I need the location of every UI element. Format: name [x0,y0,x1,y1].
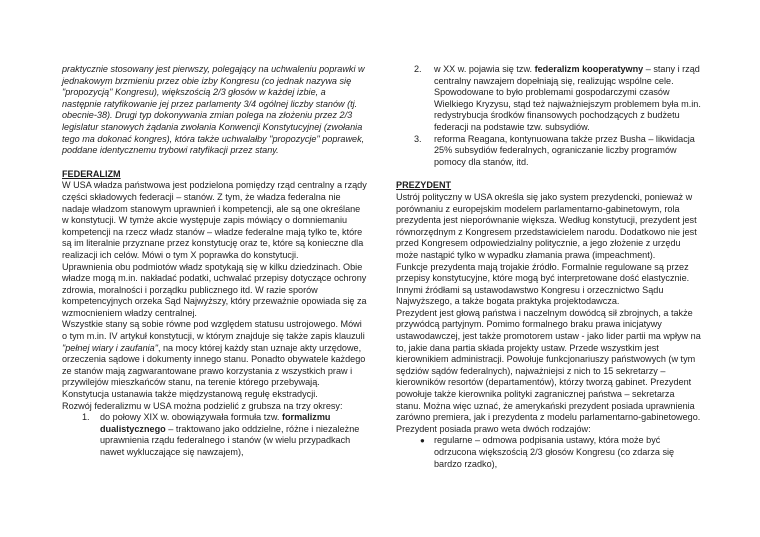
list-item-1: 1. do połowy XIX w. obowiązywała formuła tzw. formalizmu dualistycznego – traktowano jako oddzielne, różne i niezależne uprawnienia rządu federalnego i stanów (w wielu przypadkach nawet wykluczające się nawzajem), [82,412,360,457]
list-item-3: 3. reforma Reagana, kontynuowana także przez Busha – likwidacja 25% subsydiów federalnych, ograniczanie liczby programów pomocy dla stanów, itd. [414,133,695,167]
president-paragraph-3: Prezydent jest głową państwa i naczelnym dowódcą sił zbrojnych, a także przywódcą partyjnym. Pomimo formalnego braku prawa inicjatywy ustawodawczej, jest także promotorem ustaw - jako lider partii ma wpływ na to, jakie dana partia składa projekty ustaw. Przede wszystkim jest kierownikiem administracji. Powołuje funkcjonariuszy państwowych (w tym sędziów sądów federalnych), najważniejsi z nich to 15 sekretarzy – kierowników resortów (departamentów), którzy tworzą gabinet. Prezydent powołuje także kierownika polityki zagranicznej państwa – sekretarza stanu. Można więc uznać, że amerykański prezydent posiada uprawnienia zarówno premiera, jak i prezydenta z modelu parlamentarno-gabinetowego. [396,307,701,423]
amendment-procedure-paragraph: praktycznie stosowany jest pierwszy, polegający na uchwaleniu poprawki w jednakowym brzmieniu przez obie izby Kongresu (co jednak nazywa się "propozycją" Kongresu), większością 2/3 głosów w każdej izbie, a następnie ratyfikowanie jej przez parlamenty 3/4 ogólnej liczby stanów (tj. obecnie-38). Drugi typ dokonywania zmian polega na złożeniu przez 2/3 legislatur stanowych żądania zwołania Konwencji Konstytucyjnej (zwołania tego ma dokonać kongres), która także uchwalałby "propozycje" poprawek, poddane identycznemu trybowi ratyfikacji przez stany. [62,64,365,156]
federalism-paragraph-1: W USA władza państwowa jest podzielona pomiędzy rząd centralny a rządy części składowych federacji – stanów. Z tym, że władza federalna nie nadaje władzom stanowym uprawnień i kompetencji, ale są one określane w konstytucji. W tymże akcie występuje zapis mówiący o domniemaniu kompetencji na rzecz władz stanów – władze federalne mają tylko te, które są im literalnie przyznane przez konstytucję oraz te, które są konieczne dla realizacji ich celów. Mówi o tym X poprawka do konstytucji. [62,180,367,260]
federalism-paragraph-2: Uprawnienia obu podmiotów władz spotykają się w kilku dziedzinach. Obie władze mogą m.in. nakładać podatki, uchwalać przepisy dotyczące ochrony zdrowia, moralności i porządku publicznego itd. W razie sporów kompetencyjnych orzeka Sąd Najwyższy, który przeważnie opowiada się za wzmocnieniem władzy centralnej. [62,261,367,318]
president-paragraph-2: Funkcje prezydenta mają trojakie źródło. Formalnie regulowane są przez przepisy konstytucyjne, które mogą być interpretowane dość elastycznie. Innymi źródłami są ustawodawstwo Kongresu i orzecznictwo Sądu Najwyższego, a także bogata praktyka projektodawcza. [396,261,690,307]
list-item-2: 2. w XX w. pojawia się tzw. federalizm kooperatywny – stany i rząd centralny nawzajem dopełniają się, realizując wspólne cele. Spowodowane to było problemami gospodarczymi czasów Wielkiego Kryzysu, stąd też najważniejszym problemem była m.in. redystrybucja środków finansowych pochodzących z budżetu federacji na podstawie tzw. subsydiów. [414,64,701,132]
section-heading-president: PREZYDENT [396,180,452,191]
list-number: 2. [414,64,422,74]
section-heading-federalism: FEDERALIZM [62,168,121,179]
right-column [396,64,701,470]
president-paragraph-1: Ustrój polityczny w USA określa się jako system prezydencki, ponieważ w porównaniu z europejskim modelem parlamentarno-gabinetowym, rola prezydenta jest nieporównanie większa. Według konstytucji, prezydent jest równorzędnym z Kongresem przedstawicielem narodu. Dodatkowo nie jest przed Kongresem odpowiedzialny politycznie, a jego złożenie z urzędu może nastąpić tylko w wypadku złamania prawa (impeachment). [396,191,697,260]
bullet-item-regular-veto: ● regularne – odmowa podpisania ustawy, która może być odrzucona większością 2/3 głosów Kongresu (co zdarza się bardzo rzadko), [420,435,675,469]
president-paragraph-4: Prezydent posiada prawo weta dwóch rodzajów: [396,423,591,434]
left-column [62,64,367,459]
federalism-paragraph-3: Wszystkie stany są sobie równe pod względem statusu ustrojowego. Mówi o tym m.in. IV artykuł konstytucji, w którym znajduje się także zapis klauzuli "pełnej wiary i zaufania", na mocy której każdy stan uznaje akty urzędowe, orzeczenia sądowe i dokumenty innego stanu. Ponadto obywatele każdego ze stanów mają zagwarantowane prawo korzystania z wszystkich praw i przywilejów mieszkańców stanu, na terenie którego przebywają. Konstytucja ustanawia także międzystanową regułę ekstradycji. [62,319,366,400]
federalism-paragraph-4: Rozwój federalizmu w USA można podzielić z grubsza na trzy okresy: [62,400,343,411]
list-number: 1. [82,412,90,423]
bullet-icon: ● [420,436,425,446]
list-number: 3. [414,133,422,144]
